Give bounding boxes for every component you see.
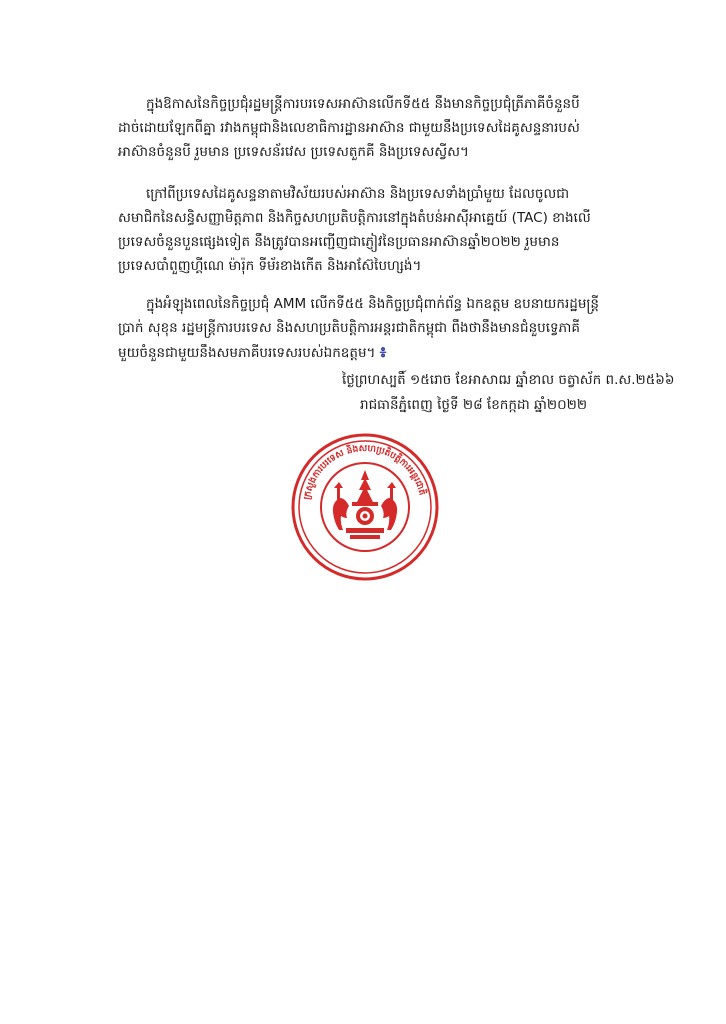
paragraph-line: ក្នុងអំឡុងពេលនៃកិច្ចប្រជុំ AMM លើកទី៥៥ និងកិច្ចប្រជុំពាក់ព័ន្ធ ឯកឧត្តម ឧបនាយករដ្ឋមន្ត្រី: [146, 296, 599, 312]
paragraph-2: [118, 182, 646, 278]
paragraph-1: [118, 92, 646, 164]
paragraph-line: សមាជិកនៃសន្ធិសញ្ញាមិត្តភាព និងកិច្ចសហប្រតិបត្តិការនៅក្នុងតំបន់អាស៊ីអាគ្នេយ៍ (TAC) ខាងលើ: [118, 210, 591, 226]
paragraph-line: ក្នុងឱកាសនៃកិច្ចប្រជុំរដ្ឋមន្ត្រីការបរទេសអាស៊ានលើកទី៥៥ នឹងមានកិច្ចប្រជុំត្រីភាគីចំនួនបី: [146, 96, 580, 112]
seal-icon: [290, 432, 440, 582]
paragraph-text: មួយចំនួនជាមួយនឹងសមភាគីបរទេសរបស់ឯកឧត្តម។: [118, 345, 376, 361]
seal-text: ក្រសួងការបរទេស និងសហប្រតិបត្តិការអន្តរជាតិ: [302, 443, 427, 501]
paragraph-line: ប្រទេសចំនួនបួនផ្សេងទៀត នឹងត្រូវបានអញ្ជើញជាភ្ញៀវនៃប្រធានអាស៊ានឆ្នាំ២០២២ រួមមាន: [118, 234, 560, 250]
paragraph-line: ប្រាក់ សុខុន រដ្ឋមន្ត្រីការបរទេស និងសហប្រតិបត្តិការអន្តរជាតិកម្ពុជា ពឹងថានឹងមានជំនួបទ្វេភាគី: [118, 320, 580, 336]
date-lunar: ថ្ងៃព្រហស្បតិ៍ ១៥រោច ខែអាសាឍ ឆ្នាំខាល ចត្វាស័ក ព.ស.២៥៦៦: [342, 372, 675, 388]
end-mark: ៖: [379, 343, 387, 361]
paragraph-line: ដាច់ដោយឡែកពីគ្នា រវាងកម្ពុជានិងលេខាធិការដ្ឋានអាស៊ាន ជាមួយនឹងប្រទេសដៃគូសន្ទនារបស់: [118, 120, 580, 136]
paragraph-line: ប្រទេសបាំពួញហ្គីណេ ម៉ារ៉ុក ទីម័រខាងកើត និងអាស៊ែបៃហ្សង់។: [118, 258, 422, 274]
paragraph-line: ក្រៅពីប្រទេសដៃគូសន្ទនាតាមវិស័យរបស់អាស៊ាន និងប្រទេសទាំងប្រាំមួយ ដែលចូលជា: [146, 186, 570, 202]
official-seal: [290, 432, 440, 582]
paragraph-line-last: [118, 340, 646, 365]
paragraph-line: អាស៊ានចំនួនបី រួមមាន ប្រទេសន័រវេស ប្រទេសតួកគី និងប្រទេសស្វីស។: [118, 144, 469, 160]
paragraph-3: [118, 292, 646, 365]
date-place-solar: រាជធានីភ្នំពេញ ថ្ងៃទី ២៨ ខែកក្កដា ឆ្នាំ២០២២: [360, 397, 588, 413]
